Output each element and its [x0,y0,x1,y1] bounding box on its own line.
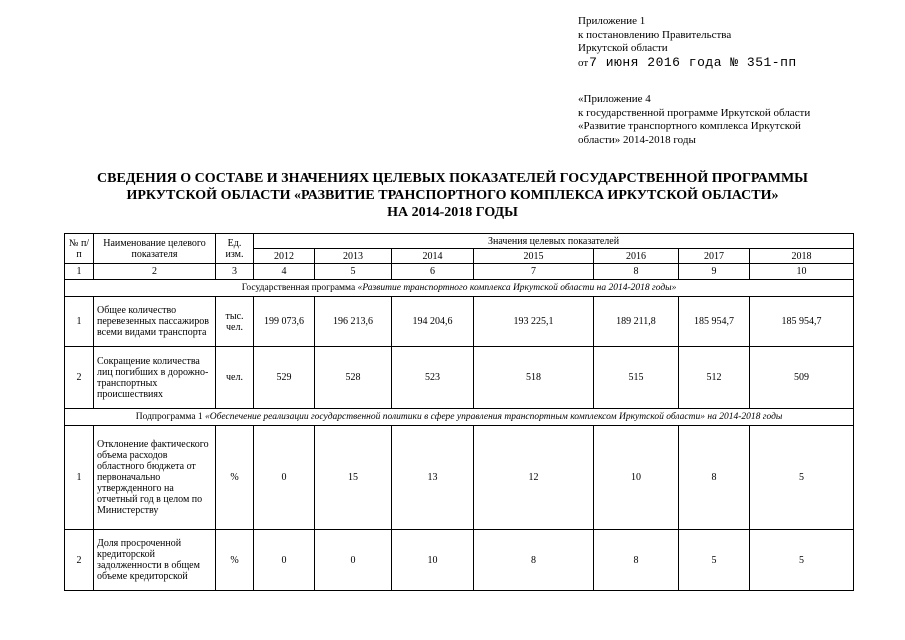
value-cell: 8 [594,530,679,591]
value-cell: 5 [750,530,854,591]
table-row [65,426,854,530]
year-header: 2013 [315,249,392,264]
year-header: 2017 [679,249,750,264]
column-index: 5 [315,264,392,280]
value-cell: 194 204,6 [392,297,474,347]
year-header: 2018 [750,249,854,264]
annex-4-line-1: «Приложение 4 [578,93,651,105]
header-num: № п/п [65,234,94,264]
section-prefix: Государственная программа [241,282,358,293]
value-cell: 515 [594,347,679,409]
value-cell: 512 [679,347,750,409]
annex-1-line-3: Иркутской области [578,42,668,54]
header-row [65,234,854,249]
row-num: 1 [65,426,94,530]
row-num: 2 [65,530,94,591]
value-cell: 15 [315,426,392,530]
indicator-name: Общее количество перевезенных пассажиров всеми видами транспорта [94,297,216,347]
year-header: 2014 [392,249,474,264]
value-cell: 8 [474,530,594,591]
document-title [0,170,905,221]
value-cell: 199 073,6 [254,297,315,347]
value-cell: 185 954,7 [750,297,854,347]
annex-1-note [578,15,797,70]
indicator-name: Доля просроченной кредиторской задолженности в общем объеме кредиторской [94,530,216,591]
unit-cell: чел. [216,347,254,409]
value-cell: 523 [392,347,474,409]
column-index: 7 [474,264,594,280]
indicator-name: Сокращение количества лиц погибших в дорожно-транспортных происшествиях [94,347,216,409]
decree-date: 7 июня 2016 года № 351-пп [589,54,797,70]
column-index: 10 [750,264,854,280]
table-row [65,530,854,591]
value-cell: 0 [254,426,315,530]
column-index: 9 [679,264,750,280]
table-row [65,347,854,409]
annex-4-line-2: к государственной программе Иркутской области [578,106,811,119]
section-state-program [65,280,854,297]
annex-4-note [578,93,810,147]
row-num: 2 [65,347,94,409]
section-row [65,280,854,297]
row-num: 1 [65,297,94,347]
title-line-3: НА 2014-2018 ГОДЫ [387,205,518,220]
column-index: 4 [254,264,315,280]
value-cell: 196 213,6 [315,297,392,347]
table-row [65,297,854,347]
value-cell: 189 211,8 [594,297,679,347]
title-line-2: ИРКУТСКОЙ ОБЛАСТИ «РАЗВИТИЕ ТРАНСПОРТНОГО КОМПЛЕКСА ИРКУТСКОЙ ОБЛАСТИ» [126,188,779,203]
year-header: 2012 [254,249,315,264]
title-line-1: СВЕДЕНИЯ О СОСТАВЕ И ЗНАЧЕНИЯХ ЦЕЛЕВЫХ ПОКАЗАТЕЛЕЙ ГОСУДАРСТВЕННОЙ ПРОГРАММЫ [97,171,808,186]
annex-1-line-2: к постановлению Правительства [578,28,732,41]
section-program-name: «Развитие транспортного комплекса Иркутской области на 2014-2018 годы» [357,282,677,293]
section-row [65,409,854,426]
value-cell: 509 [750,347,854,409]
column-index: 6 [392,264,474,280]
header-name: Наименование целевого показателя [94,234,216,264]
value-cell: 13 [392,426,474,530]
decree-date-line [578,56,797,71]
column-index: 8 [594,264,679,280]
value-cell: 518 [474,347,594,409]
year-header: 2016 [594,249,679,264]
value-cell: 12 [474,426,594,530]
value-cell: 0 [315,530,392,591]
value-cell: 10 [392,530,474,591]
unit-cell: тыс. чел. [216,297,254,347]
value-cell: 185 954,7 [679,297,750,347]
header-unit: Ед. изм. [216,234,254,264]
value-cell: 0 [254,530,315,591]
unit-cell: % [216,530,254,591]
value-cell: 5 [679,530,750,591]
annex-4-line-4: области» 2014-2018 годы [578,133,696,146]
annex-4-line-3: «Развитие транспортного комплекса Иркутской [578,120,801,132]
column-index: 1 [65,264,94,280]
value-cell: 529 [254,347,315,409]
column-index: 3 [216,264,254,280]
annex-1-line-1: Приложение 1 [578,15,646,27]
indicator-name: Отклонение фактического объема расходов областного бюджета от первоначально утвержденного на отчетный год в целом по Министерству [94,426,216,530]
year-header: 2015 [474,249,594,264]
section-subprogram [65,409,854,426]
value-cell: 8 [679,426,750,530]
value-cell: 5 [750,426,854,530]
indicators-table [64,233,854,591]
column-index: 2 [94,264,216,280]
value-cell: 10 [594,426,679,530]
date-prefix: от [578,56,589,69]
value-cell: 528 [315,347,392,409]
section-prefix: Подпрограмма 1 [135,411,206,422]
section-subprogram-name: «Обеспечение реализации государственной политики в сфере управления транспортным комплексом Иркутской области» на 2014-2018 годы [205,411,783,422]
unit-cell: % [216,426,254,530]
column-index-row [65,264,854,280]
value-cell: 193 225,1 [474,297,594,347]
header-values: Значения целевых показателей [254,234,854,249]
